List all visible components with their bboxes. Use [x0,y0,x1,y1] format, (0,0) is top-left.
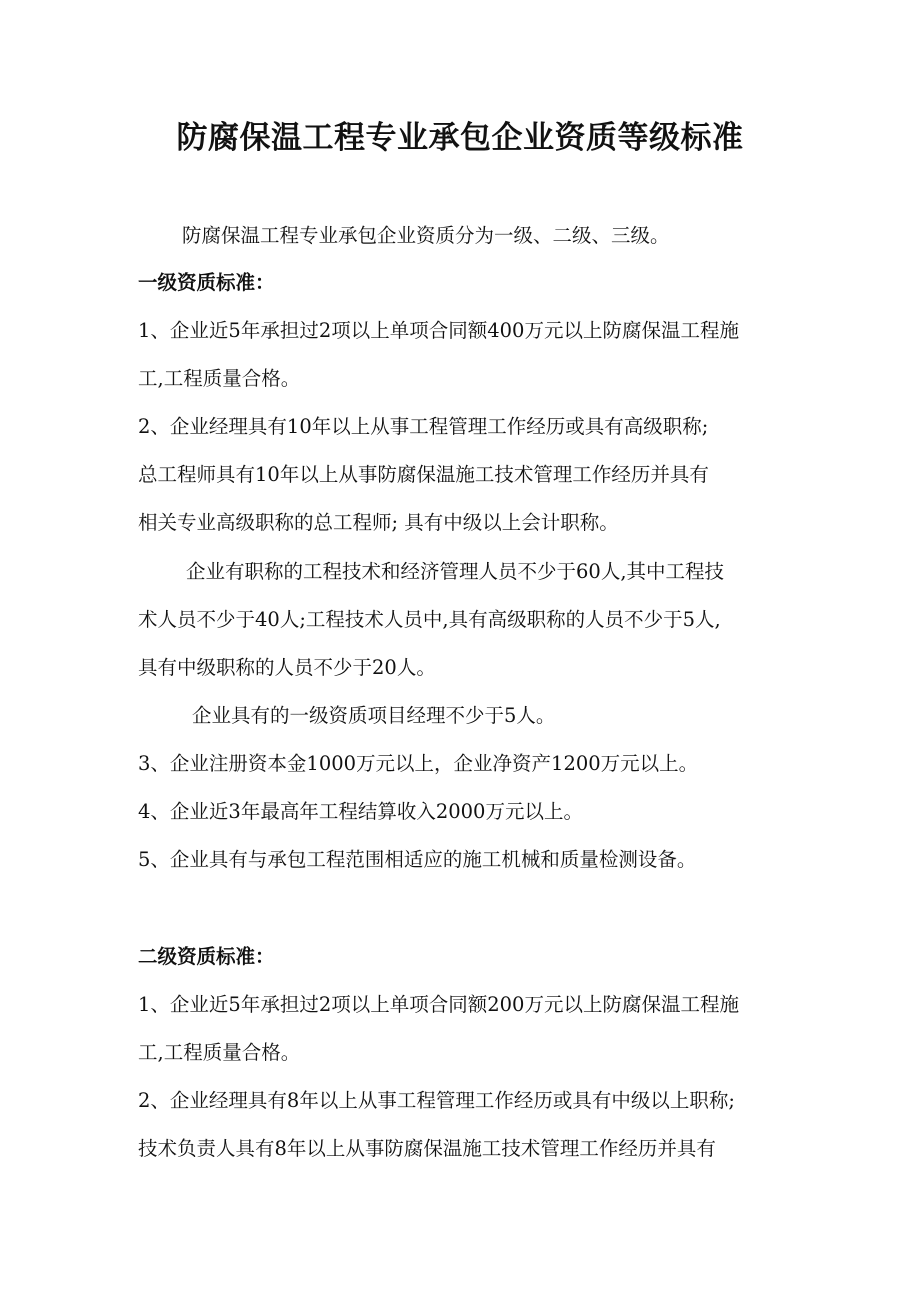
level2-line: 技术负责人具有8年以上从事防腐保温施工技术管理工作经历并具有 [138,1137,716,1160]
level1-line: 企业有职称的工程技术和经济管理人员不少于60人,其中工程技 [186,560,725,583]
level1-line: 术人员不少于40人;工程技术人员中,具有高级职称的人员不少于5人, [138,608,721,631]
level2-line: 工,工程质量合格。 [138,1041,301,1064]
level1-heading: 一级资质标准： [138,271,275,294]
level1-line: 总工程师具有10年以上从事防腐保温施工技术管理工作经历并具有 [138,463,709,486]
level1-line: 1、企业近5年承担过2项以上单项合同额400万元以上防腐保温工程施 [138,319,739,342]
level2-heading: 二级资质标准： [138,945,275,968]
level1-line: 3、企业注册资本金1000万元以上，企业净资产1200万元以上。 [138,752,699,775]
document-title: 防腐保温工程专业承包企业资质等级标准 [176,120,744,156]
level2-line: 1、企业近5年承担过2项以上单项合同额200万元以上防腐保温工程施 [138,993,739,1016]
level1-line: 具有中级职称的人员不少于20人。 [138,656,436,679]
level1-line: 相关专业高级职称的总工程师; 具有中级以上会计职称。 [138,511,619,534]
level1-line: 企业具有的一级资质项目经理不少于5人。 [192,704,556,727]
level1-line: 工,工程质量合格。 [138,367,301,390]
level1-line: 5、企业具有与承包工程范围相适应的施工机械和质量检测设备。 [138,848,697,871]
level1-line: 4、企业近3年最高年工程结算收入2000万元以上。 [138,800,583,823]
level1-line: 2、企业经理具有10年以上从事工程管理工作经历或具有高级职称; [138,415,709,438]
level2-line: 2、企业经理具有8年以上从事工程管理工作经历或具有中级以上职称; [138,1089,735,1112]
intro-text: 防腐保温工程专业承包企业资质分为一级、二级、三级。 [182,224,670,247]
